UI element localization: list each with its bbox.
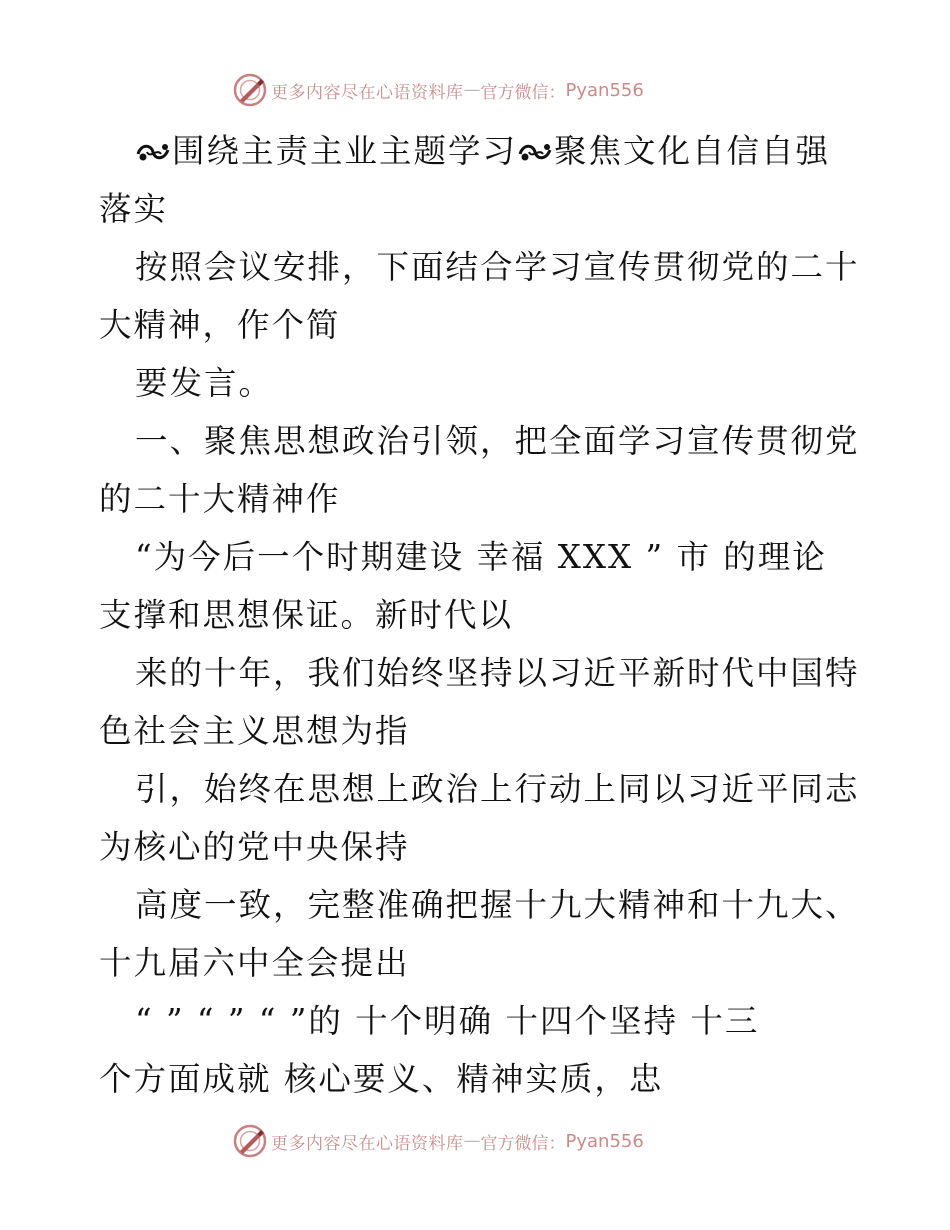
text-line: 的二十大精神作 (99, 480, 341, 518)
watermark-dash: — (463, 80, 481, 100)
header-watermark (233, 73, 644, 107)
text-line: 一、聚焦思想政治引领，把全面学习宣传贯彻党 (135, 422, 860, 460)
watermark-wechat-label: 官方微信： (480, 82, 566, 103)
text-line: 个方面成就 核心要义、精神实质，忠 (99, 1060, 664, 1098)
watermark-dash: — (463, 1131, 481, 1151)
watermark-text: 更多内容尽在心语资料库 (271, 82, 464, 103)
text-line: 要发言。 (135, 364, 274, 402)
text-line: 引，始终在思想上政治上行动上同以习近平同志 (135, 770, 860, 808)
document-body (99, 122, 859, 1108)
brand-logo-icon (233, 73, 267, 107)
title-continuation: 落实 (99, 190, 169, 228)
brand-logo-icon (233, 1124, 267, 1158)
text-line: 十九届六中全会提出 (99, 944, 410, 982)
text-line: “为今后一个时期建设 幸福 XXX ” 市 的理论 (135, 538, 827, 576)
watermark-wechat-label: 官方微信： (480, 1133, 566, 1154)
ornament-icon (517, 140, 554, 164)
text-line: 高度一致，完整准确把握十九大精神和十九大、 (135, 886, 860, 924)
document-title (99, 122, 859, 180)
text-line: 为核心的党中央保持 (99, 828, 410, 866)
title-text-part1: 围绕主责主业主题学习 (172, 132, 518, 170)
text-line: 来的十年，我们始终坚持以习近平新时代中国特 (135, 654, 860, 692)
title-text-part2: 聚焦文化自信自强 (554, 132, 831, 170)
watermark-wechat-id: Pyan556 (565, 1130, 644, 1152)
text-line: 大精神，作个简 (99, 306, 341, 344)
text-line: 支撑和思想保证。新时代以 (99, 596, 514, 634)
watermark-text: 更多内容尽在心语资料库 (271, 1133, 464, 1154)
ornament-icon (135, 140, 172, 164)
text-line: 色社会主义思想为指 (99, 712, 410, 750)
watermark-wechat-id: Pyan556 (565, 79, 644, 101)
text-line: 按照会议安排，下面结合学习宣传贯彻党的二十 (135, 248, 860, 286)
footer-watermark (233, 1124, 644, 1158)
text-line: “ ” “ ” “ ”的 十个明确 十四个坚持 十三 (135, 1002, 760, 1040)
